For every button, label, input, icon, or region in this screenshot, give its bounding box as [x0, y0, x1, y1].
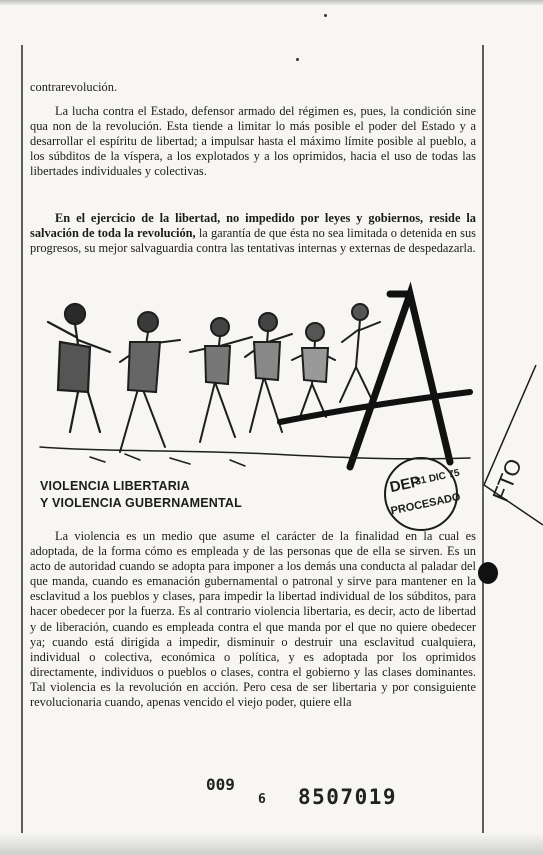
figure-left — [48, 304, 110, 432]
serial-number: 8507019 — [298, 785, 398, 809]
protest-illustration — [30, 282, 480, 472]
stamp-processed: PROCESADO — [389, 491, 462, 518]
processed-stamp — [378, 454, 464, 534]
left-margin-line — [21, 45, 23, 835]
scan-speck — [296, 58, 299, 61]
serial-prefix: 6 — [258, 792, 266, 807]
section-heading-line-1: VIOLENCIA LIBERTARIA — [40, 479, 190, 493]
figure-fourth — [245, 313, 292, 432]
scan-top-edge — [0, 0, 543, 6]
paragraph-continuation: contrarevolución. — [30, 80, 118, 94]
margin-stamp — [476, 365, 543, 535]
scan-speck — [324, 14, 327, 17]
folio-number: 009 — [206, 775, 235, 794]
figure-third — [190, 318, 252, 442]
stamp-date: 31 DIC 75 — [414, 467, 461, 488]
paragraph-state-struggle: La lucha contra el Estado, defensor armado del régimen es, pues, la condición sine qua non de la revolución. Esta tiende a limitar lo más posible el poder del Estado y a desarrollar el espíritu de libertad; a impulsar hasta el máximo límite posible al pueblo, a los súbditos de la víspera, a los explotados y a los oprimidos, hacia el uso de todas las libertades individuales y colectivas. — [30, 104, 476, 179]
paragraph-freedom — [30, 211, 476, 256]
section-heading-line-2: Y VIOLENCIA GUBERNAMENTAL — [40, 496, 242, 510]
scan-bottom-edge — [0, 833, 543, 855]
ink-blot — [478, 562, 498, 584]
section-heading — [40, 478, 340, 512]
stamp-dep: DEP — [388, 473, 422, 497]
paragraph-freedom-bold: En el ejercicio de la libertad, no impedido por leyes y gobiernos, reside la salvación de toda la revolución, — [30, 211, 476, 241]
paragraph-freedom-rest: la garantía de que ésta no sea limitada o detenida en sus progresos, su mejor salvaguardia contra las tentativas internas y externas de despedazarla. — [30, 226, 476, 256]
paragraph-violence: La violencia es un medio que asume el carácter de la finalidad en la cual es adoptada, de la forma cómo es empleada y de las personas que de ella se sirven. Es un acto de autoridad cuando se adopta para imponer a los demás una conducta al paladar del que manda, cuando es emanación gubernamental o patronal y sirve para mantener en la esclavitud a los pueblos y clases, para impedir la libertad individual de los súbditos, para hacer obedecer por la fuerza. Es al contrario violencia libertaria, es decir, acto de libertad y de liberación, cuando es empleada contra el que manda por el que no quiere obedecer ya; cuando está dirigida a impedir, disminuir o destruir una esclavitud cualquiera, individual o colectiva, económica o política, y es adoptada por los oprimidos directamente, individuos o pueblos o clases, contra el gobierno y las clases dominantes. Tal violencia es la revolución en acción. Pero cesa de ser libertaria y por consiguiente revolucionaria cuando, apenas vencido el viejo poder, quiere ella — [30, 529, 476, 710]
figure-fifth — [292, 323, 335, 417]
margin-stamp-text: FTO — [487, 455, 527, 505]
figure-second — [120, 312, 180, 452]
